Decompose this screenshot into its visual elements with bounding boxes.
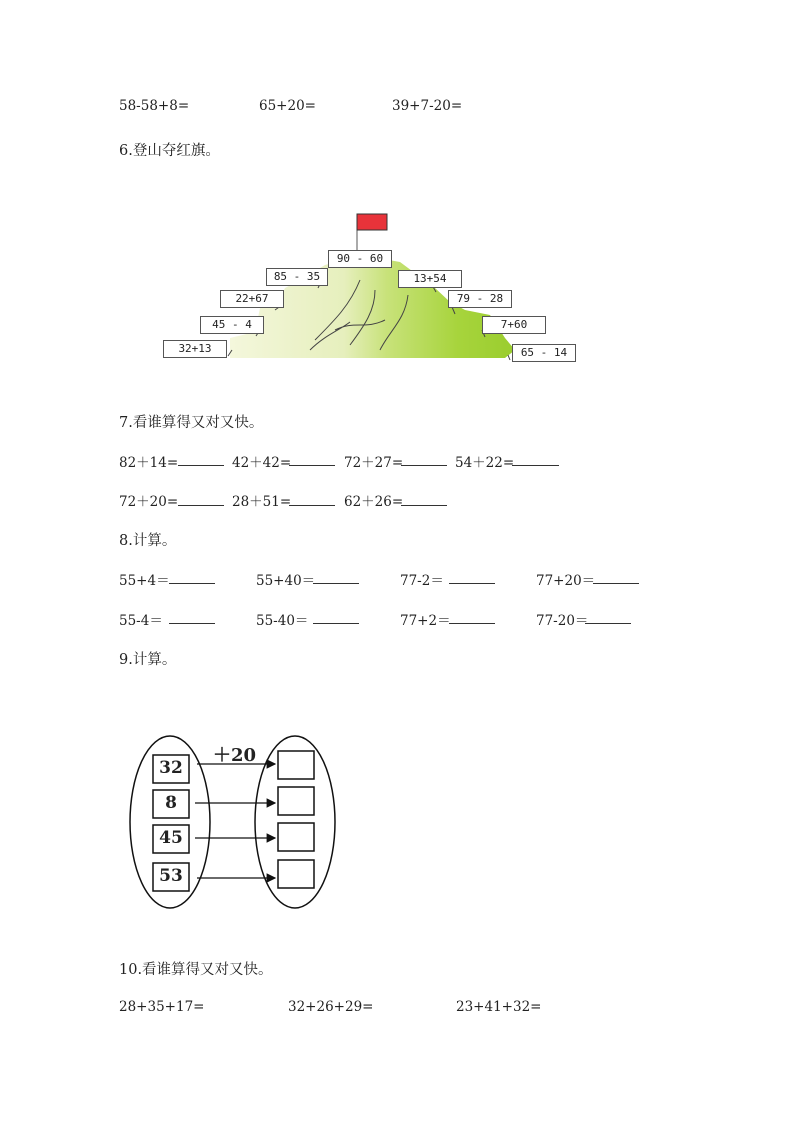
tag-79-28: 79 - 28	[448, 290, 512, 308]
input-value-1: 32	[159, 758, 183, 778]
tag-65-14: 65 - 14	[512, 344, 576, 362]
q8-expr-5: 55-4＝	[119, 613, 163, 629]
q8-expr-4: 77+20＝	[536, 573, 596, 589]
answer-blank[interactable]	[169, 623, 215, 624]
tag-90-60: 90 - 60	[328, 250, 392, 268]
output-box-2	[278, 787, 314, 815]
q8-expr-8: 77-20＝	[536, 613, 589, 629]
input-value-2: 8	[165, 793, 177, 813]
answer-blank[interactable]	[313, 583, 359, 584]
answer-blank[interactable]	[512, 465, 559, 466]
q7-expr-5: 72＋20=	[119, 494, 179, 510]
expr-39-7-20: 39+7-20=	[392, 98, 463, 114]
answer-blank[interactable]	[313, 623, 359, 624]
operation-label: ＋20	[213, 745, 257, 766]
q7-expr-7: 62＋26=	[344, 494, 404, 510]
expr-58-58-8: 58-58+8=	[119, 98, 190, 114]
q9-title: 9.计算。	[119, 652, 177, 668]
q10-title: 10.看谁算得又对又快。	[119, 962, 273, 978]
answer-blank[interactable]	[169, 583, 215, 584]
q7-expr-2: 42＋42=	[232, 455, 292, 471]
q8-expr-1: 55+4＝	[119, 573, 170, 589]
q8-title: 8.计算。	[119, 533, 177, 549]
q8-expr-7: 77+2＝	[400, 613, 451, 629]
answer-blank[interactable]	[449, 623, 495, 624]
answer-blank[interactable]	[401, 505, 447, 506]
tag-32-13: 32+13	[163, 340, 227, 358]
red-flag-icon	[357, 214, 387, 230]
answer-blank[interactable]	[585, 623, 631, 624]
tag-13-54: 13+54	[398, 270, 462, 288]
q10-expr-3: 23+41+32=	[456, 999, 542, 1015]
q7-expr-3: 72＋27=	[344, 455, 404, 471]
answer-blank[interactable]	[593, 583, 639, 584]
tag-7-60: 7+60	[482, 316, 546, 334]
q10-expr-2: 32+26+29=	[288, 999, 374, 1015]
q7-expr-1: 82＋14=	[119, 455, 179, 471]
q7-title: 7.看谁算得又对又快。	[119, 415, 264, 431]
tag-85-35: 85 - 35	[266, 268, 328, 286]
input-value-3: 45	[159, 828, 183, 848]
tag-22-67: 22+67	[220, 290, 284, 308]
output-box-3	[278, 823, 314, 851]
answer-blank[interactable]	[178, 465, 224, 466]
q8-expr-2: 55+40＝	[256, 573, 316, 589]
expr-65-20: 65+20=	[259, 98, 316, 114]
q7-expr-4: 54＋22=	[455, 455, 515, 471]
answer-blank[interactable]	[178, 505, 224, 506]
output-box-4	[278, 860, 314, 888]
q7-expr-6: 28＋51=	[232, 494, 292, 510]
answer-blank[interactable]	[289, 505, 335, 506]
q8-expr-3: 77-2＝	[400, 573, 444, 589]
input-value-4: 53	[159, 866, 183, 886]
output-box-1	[278, 751, 314, 779]
tag-45-4: 45 - 4	[200, 316, 264, 334]
q10-expr-1: 28+35+17=	[119, 999, 205, 1015]
answer-blank[interactable]	[401, 465, 447, 466]
q6-title: 6.登山夺红旗。	[119, 143, 220, 159]
q8-expr-6: 55-40＝	[256, 613, 309, 629]
answer-blank[interactable]	[289, 465, 335, 466]
answer-blank[interactable]	[449, 583, 495, 584]
